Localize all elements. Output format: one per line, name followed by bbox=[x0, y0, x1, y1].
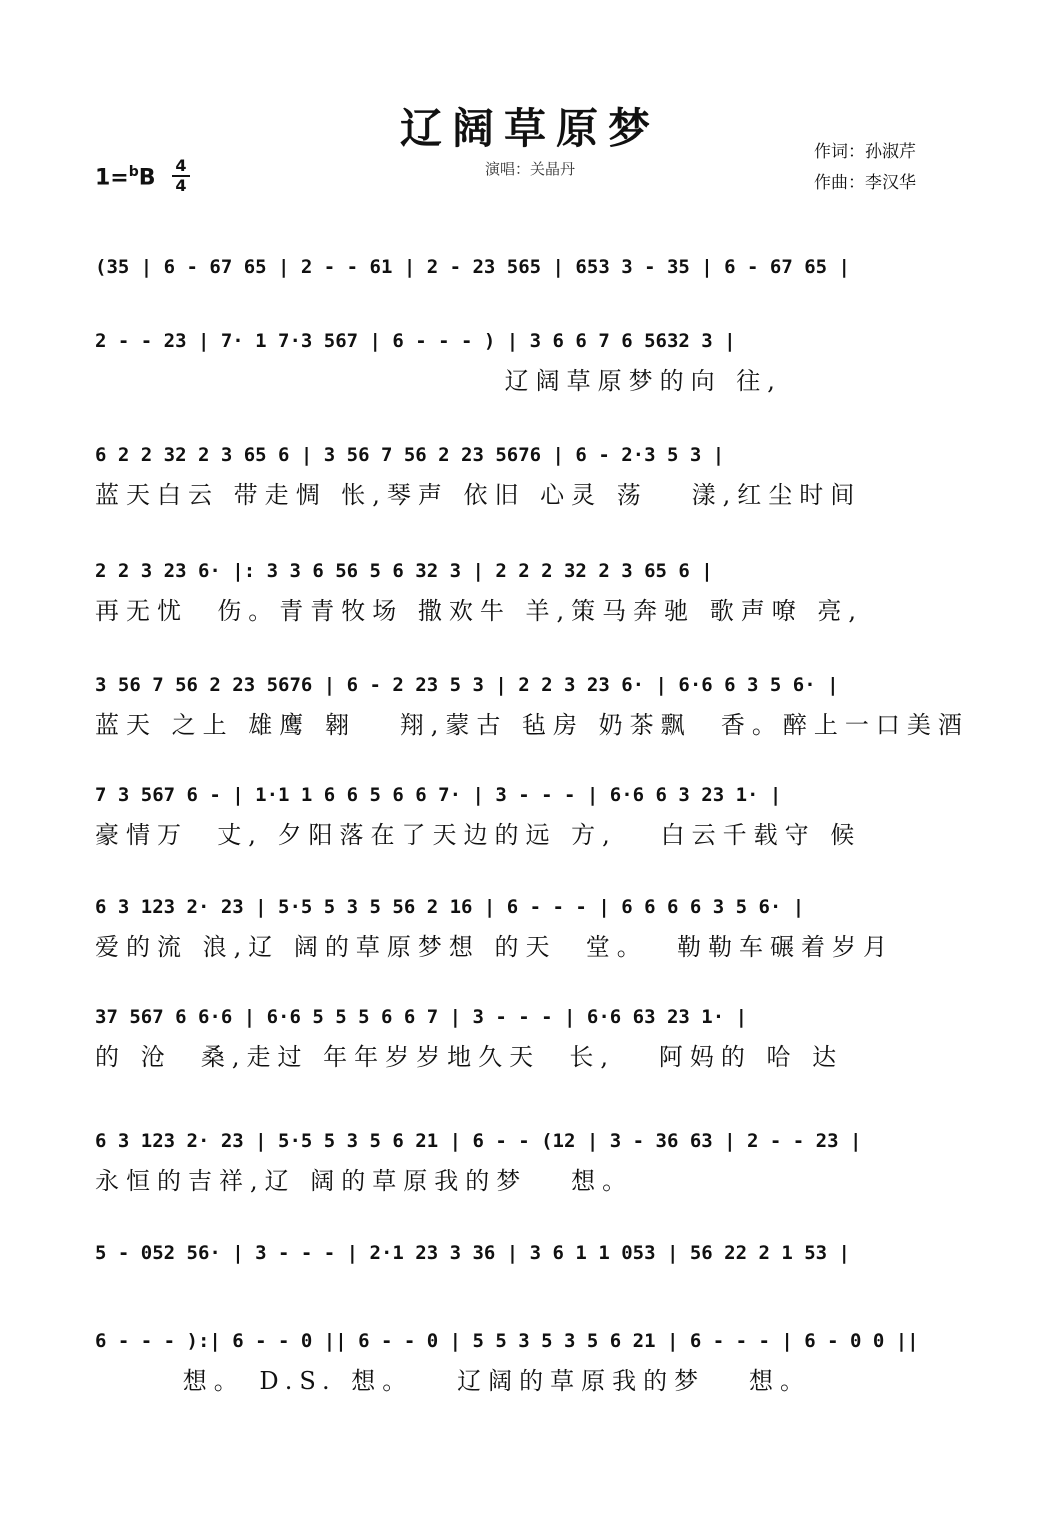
notation-row: 5 - 052 56· | 3 - - - | 2·1 23 3 36 | 3 6 1 1 053 | 56 22 2 1 53 | bbox=[95, 1242, 850, 1264]
song-title: 辽阔草原梦 bbox=[399, 104, 660, 153]
score-line bbox=[95, 780, 969, 852]
lyrics-row: 蓝天 之上 雄鹰 翱 翔,蒙古 毡房 奶茶飘 香。醉上一口美酒 bbox=[95, 711, 969, 739]
score-line bbox=[95, 440, 969, 512]
notation-row: 2 - - 23 | 7· 1 7·3 567 | 6 - - - ) | 3 6 6 7 6 5632 3 | bbox=[95, 330, 736, 352]
lyrics-row bbox=[95, 1276, 969, 1310]
credits bbox=[814, 137, 916, 199]
lyrics-row bbox=[95, 290, 969, 324]
key-signature bbox=[95, 164, 156, 190]
singer-credit: 演唱：关晶丹 bbox=[484, 160, 575, 178]
notation-row: 2 2 3 23 6· |: 3 3 6 56 5 6 32 3 | 2 2 2 32 2 3 65 6 | bbox=[95, 560, 713, 582]
lyrics-row: 想。 D.S. 想。 辽阔的草原我的梦 想。 bbox=[95, 1367, 812, 1395]
key-prefix: 1= bbox=[95, 165, 129, 191]
notation-row: 3 56 7 56 2 23 5676 | 6 - 2 23 5 3 | 2 2 3 23 6· | 6·6 6 3 5 6· | bbox=[95, 674, 839, 696]
score-line bbox=[95, 556, 969, 628]
lyricist-credit: 作词：孙淑芹 bbox=[814, 142, 916, 162]
lyrics-row: 豪情万 丈, 夕阳落在了天边的远 方, 白云千载守 候 bbox=[95, 821, 862, 849]
notation-row: 37 567 6 6·6 | 6·6 5 5 5 6 6 7 | 3 - - - | 6·6 63 23 1· | bbox=[95, 1006, 748, 1028]
lyrics-row: 的 沧 桑,走过 年年岁岁地久天 长, 阿妈的 哈 达 bbox=[95, 1043, 844, 1071]
key-flat: b bbox=[128, 164, 139, 180]
notation-row: 6 2 2 32 2 3 65 6 | 3 56 7 56 2 23 5676 | 6 - 2·3 5 3 | bbox=[95, 444, 725, 466]
notation-row: 7 3 567 6 - | 1·1 1 6 6 5 6 6 7· | 3 - - - | 6·6 6 3 23 1· | bbox=[95, 784, 782, 806]
lyrics-row: 爱的流 浪,辽 阔的草原梦想 的天 堂。 勒勒车碾着岁月 bbox=[95, 933, 895, 961]
lyrics-row: 再无忧 伤。青青牧场 撒欢牛 羊,策马奔驰 歌声嘹 亮, bbox=[95, 597, 864, 625]
time-bottom: 4 bbox=[175, 176, 187, 195]
score-line bbox=[95, 1126, 969, 1198]
lyrics-row: 永恒的吉祥,辽 阔的草原我的梦 想。 bbox=[95, 1167, 634, 1195]
score-line bbox=[95, 1002, 969, 1074]
score-line bbox=[95, 326, 969, 398]
key-note: B bbox=[138, 165, 156, 191]
score-line bbox=[95, 252, 969, 324]
notation-row: (35 | 6 - 67 65 | 2 - - 61 | 2 - 23 565 | 653 3 - 35 | 6 - 67 65 | bbox=[95, 256, 850, 278]
notation-row: 6 3 123 2· 23 | 5·5 5 3 5 6 21 | 6 - - (12 | 3 - 36 63 | 2 - - 23 | bbox=[95, 1130, 862, 1152]
score-line bbox=[95, 670, 969, 742]
score-line bbox=[95, 1326, 969, 1398]
time-top: 4 bbox=[175, 156, 187, 175]
lyrics-row: 辽阔草原梦的向 往, bbox=[95, 367, 782, 395]
score-line bbox=[95, 1238, 969, 1310]
time-signature bbox=[172, 158, 190, 194]
notation-row: 6 3 123 2· 23 | 5·5 5 3 5 56 2 16 | 6 - - - | 6 6 6 6 3 5 6· | bbox=[95, 896, 805, 918]
notation-row: 6 - - - ):| 6 - - 0 || 6 - - 0 | 5 5 3 5 3 5 6 21 | 6 - - - | 6 - 0 0 || bbox=[95, 1330, 919, 1352]
composer-credit: 作曲：李汉华 bbox=[814, 173, 916, 193]
lyrics-row: 蓝天白云 带走惆 怅,琴声 依旧 心灵 荡 漾,红尘时间 bbox=[95, 481, 862, 509]
score-line bbox=[95, 892, 969, 964]
